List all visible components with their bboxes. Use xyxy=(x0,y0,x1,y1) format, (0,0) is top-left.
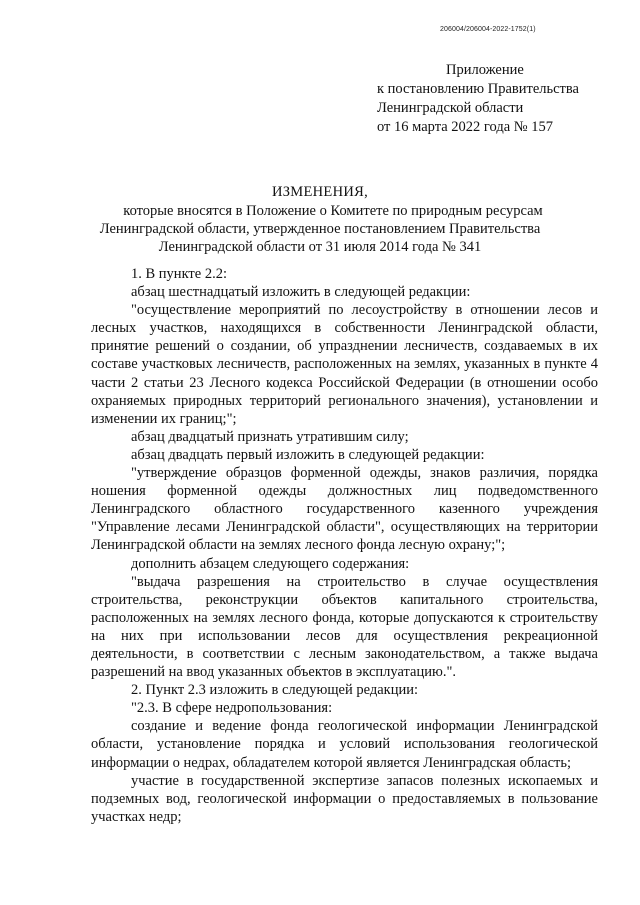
body-paragraph: "выдача разрешения на строительство в случае осуществления строительства, реконструкции объектов капитального строительства, расположенных на землях лесного фонда, которые допускаются к строительству на них при использовании лесов для осуществления рекреационной деятельности, в соответствии с лесным законодательством, а также выдача разрешений на ввод указанных объектов в эксплуатацию.". xyxy=(91,573,598,681)
appendix-line: к постановлению Правительства xyxy=(377,81,579,97)
heading-subtitle-line: Ленинградской области от 31 июля 2014 года № 341 xyxy=(158,239,482,255)
body-paragraph: абзац двадцатый признать утратившим силу; xyxy=(131,428,409,445)
appendix-block xyxy=(377,61,579,137)
body-paragraph: "осуществление мероприятий по лесоустройству в отношении лесов и лесных участков, находящихся в собственности Ленинградской области, принятие решений о создании, об упразднении лесничеств, создаваемых в их составе участковых лесничеств, расположенных на землях, указанных в пункте 4 части 2 статьи 23 Лесного кодекса Российской Федерации (в отношении особо охраняемых природных территорий регионального значения), установлении и изменении их границ;"; xyxy=(91,302,598,427)
heading-title: ИЗМЕНЕНИЯ, xyxy=(271,184,369,200)
heading-subtitle-line: которые вносятся в Положение о Комитете по природным ресурсам xyxy=(123,203,543,219)
document-body xyxy=(91,265,598,826)
body-paragraph: 1. В пункте 2.2: xyxy=(131,266,227,282)
body-paragraph: дополнить абзацем следующего содержания: xyxy=(131,555,410,572)
body-paragraph: абзац шестнадцатый изложить в следующей редакции: xyxy=(131,284,471,301)
appendix-line: Ленинградской области xyxy=(377,100,524,116)
document-heading xyxy=(0,183,640,256)
document-id: 206004/206004-2022-1752(1) xyxy=(440,26,536,33)
body-paragraph: 2. Пункт 2.3 изложить в следующей редакции: xyxy=(131,682,419,699)
body-paragraph: "2.3. В сфере недропользования: xyxy=(131,700,333,717)
appendix-title: Приложение xyxy=(446,62,524,78)
body-paragraph: абзац двадцать первый изложить в следующей редакции: xyxy=(131,446,485,463)
body-paragraph: участие в государственной экспертизе запасов полезных ископаемых и подземных вод, геологической информации о предоставляемых в пользование участках недр; xyxy=(91,772,598,825)
body-paragraph: создание и ведение фонда геологической информации Ленинградской области, установление порядка и условий использования геологической информации о недрах, обладателем которой является Ленинградская область; xyxy=(91,718,598,771)
appendix-line: от 16 марта 2022 года № 157 xyxy=(377,119,553,135)
body-paragraph: "утверждение образцов форменной одежды, знаков различия, порядка ношения форменной одежды должностных лиц подведомственного Ленинградского областного государственного казенного учреждения "Управление лесами Ленинградской области", осуществляющих на территории Ленинградской области на землях лесного фонда лесную охрану;"; xyxy=(91,465,598,554)
heading-subtitle-line: Ленинградской области, утвержденное постановлением Правительства xyxy=(99,221,541,237)
